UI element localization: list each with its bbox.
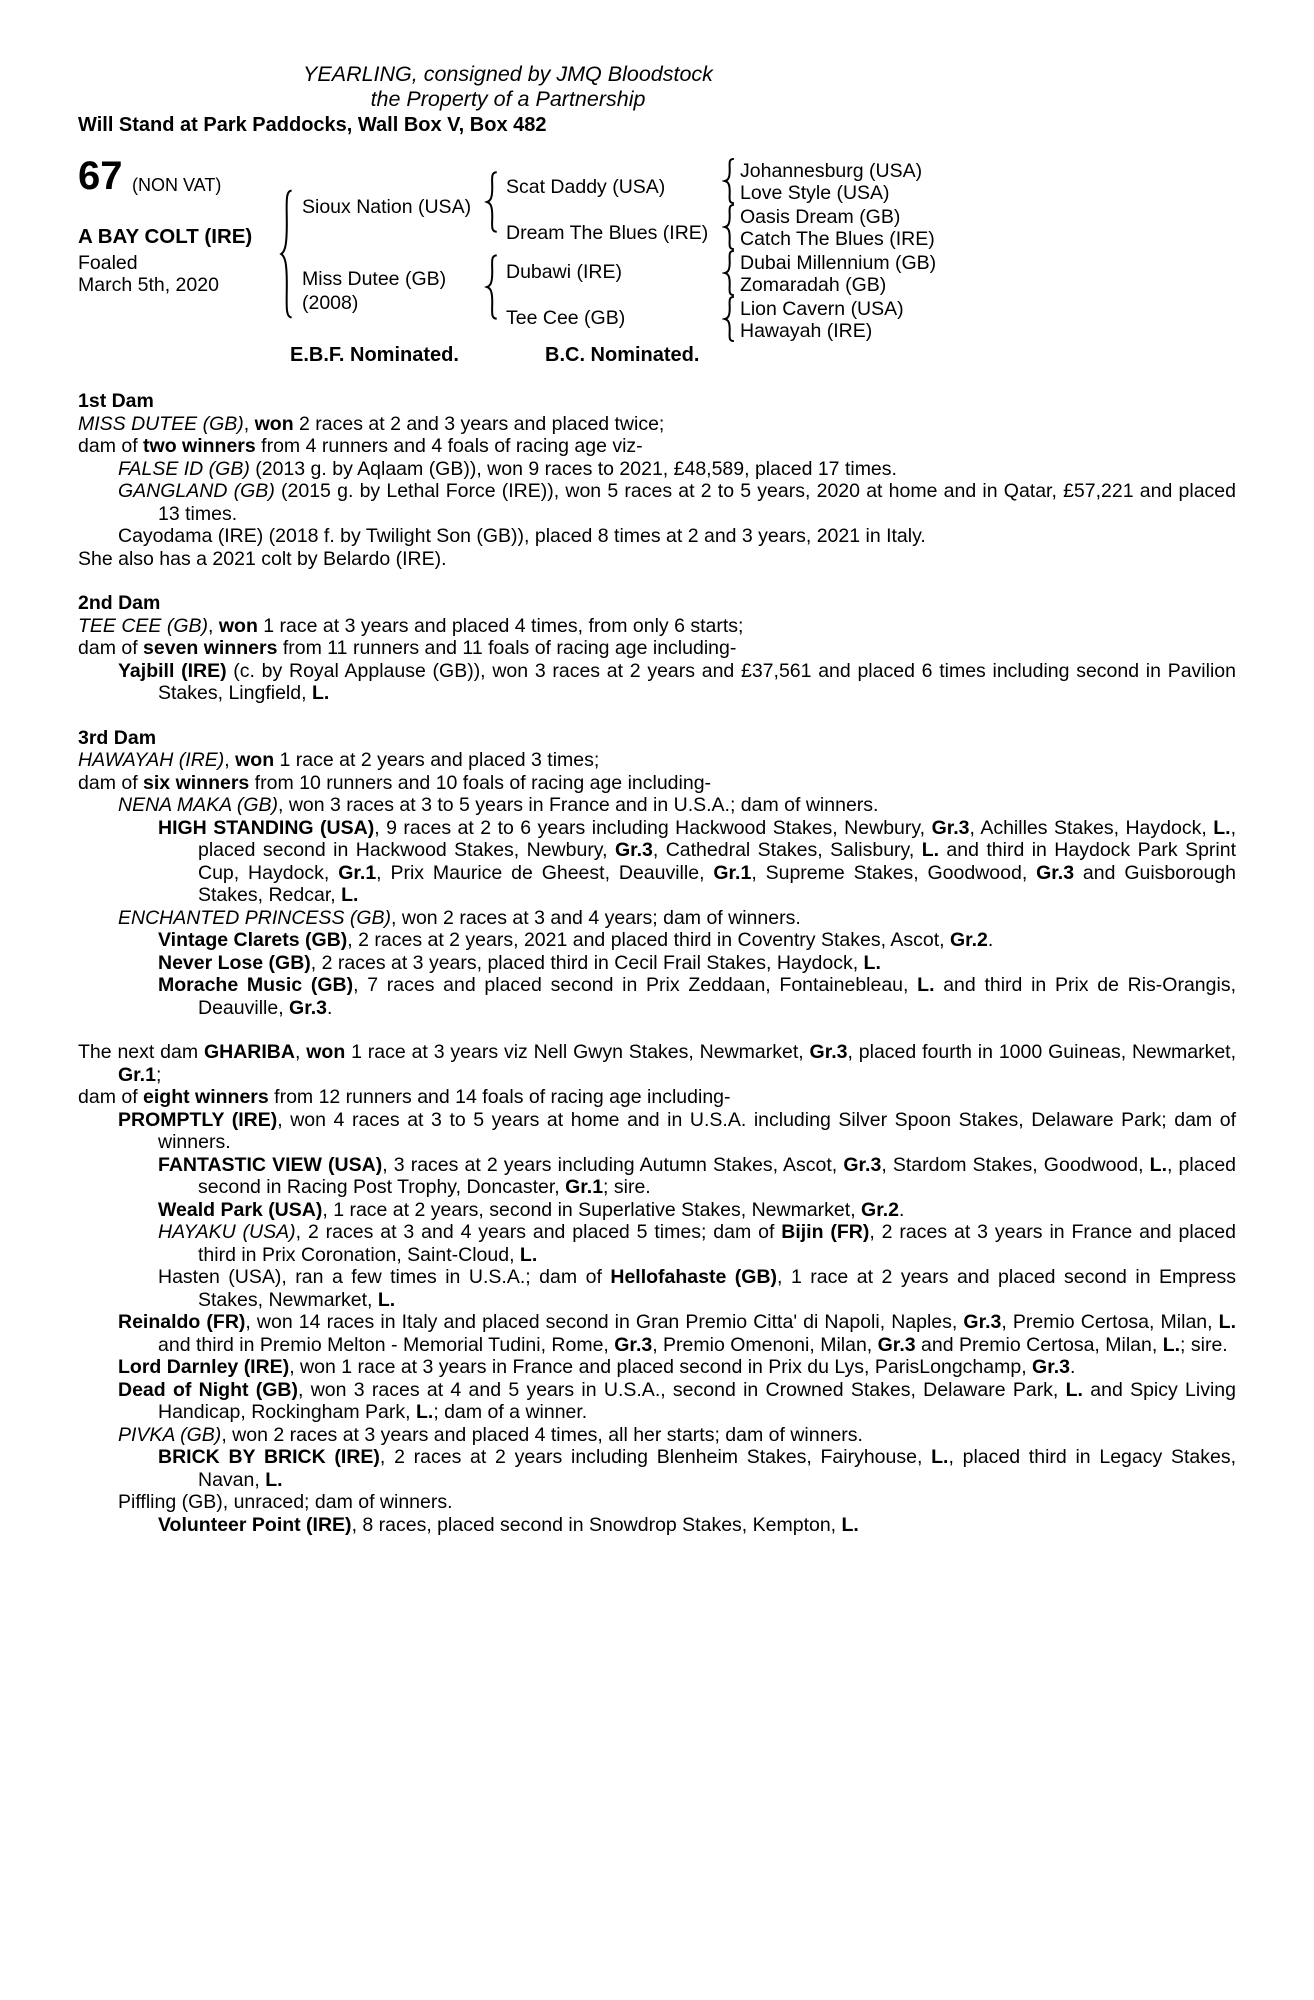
brace-icon [722, 204, 736, 250]
catalogue-line: She also has a 2021 colt by Belardo (IRE). [78, 547, 447, 570]
catalogue-line: FALSE ID (GB) (2013 g. by Aqlaam (GB)), won 9 races to 2021, £48,589, placed 17 times. [118, 457, 897, 480]
catalogue-line: dam of six winners from 10 runners and 10 foals of racing age including- [78, 771, 712, 794]
brace-icon [722, 250, 736, 296]
catalogue-line: PIVKA (GB), won 2 races at 3 years and placed 4 times, all her starts; dam of winners. [118, 1423, 863, 1446]
catalogue-line: Reinaldo (FR), won 14 races in Italy and placed second in Gran Premio Citta' di Napoli, Naples, Gr.3, Premio Certosa, Milan, L. and third in Premio Melton - Memorial Tudini, Rome, Gr.3, Premio Omenoni, Milan, Gr.3 and Premio Certosa, Milan, L.; sire. [118, 1311, 1236, 1356]
dam-section [78, 390, 1236, 570]
ggp-name: Lion Cavern (USA) [740, 298, 904, 320]
catalogue-line: FANTASTIC VIEW (USA), 3 races at 2 years including Autumn Stakes, Ascot, Gr.3, Stardom Stakes, Goodwood, L., placed second in Racing Post Trophy, Doncaster, Gr.1; sire. [158, 1153, 1237, 1198]
brace-icon [722, 158, 736, 204]
catalogue-line: HAYAKU (USA), 2 races at 3 and 4 years and placed 5 times; dam of Bijin (FR), 2 races at 3 years in France and placed third in Prix Coronation, Saint-Cloud, L. [158, 1221, 1236, 1266]
dam-name: Miss Dutee (GB) [302, 268, 447, 290]
catalogue-line: GANGLAND (GB) (2015 g. by Lethal Force (IRE)), won 5 races at 2 to 5 years, 2020 at home and in Qatar, £57,221 and placed 13 times. [118, 480, 1236, 525]
dam-heading: 3rd Dam [78, 726, 157, 749]
ebf-nomination: E.B.F. Nominated. [290, 344, 459, 366]
catalogue-line: dam of eight winners from 12 runners and 14 foals of racing age including- [78, 1086, 731, 1108]
catalogue-line: Vintage Clarets (GB), 2 races at 2 years, 2021 and placed third in Coventry Stakes, Ascot, Gr.2. [158, 929, 994, 951]
dam-section [78, 592, 1236, 705]
stand-location-line: Will Stand at Park Paddocks, Wall Box V, Box 482 [78, 114, 547, 136]
ggp-name: Hawayah (IRE) [740, 320, 873, 342]
catalogue-line: Hasten (USA), ran a few times in U.S.A.; dam of Hellofahaste (GB), 1 race at 2 years and placed second in Empress Stakes, Newmarket, L. [158, 1266, 1236, 1311]
consignor-line: YEARLING, consigned by JMQ Bloodstock [303, 62, 713, 86]
lot-number: 67 [78, 154, 123, 198]
dam-sections [78, 390, 1236, 1536]
dam-year: (2008) [302, 292, 359, 314]
catalogue-line: ENCHANTED PRINCESS (GB), won 2 races at 3 and 4 years; dam of winners. [118, 906, 801, 929]
catalogue-line: PROMPTLY (IRE), won 4 races at 3 to 5 years at home and in U.S.A. including Silver Spoon Stakes, Delaware Park; dam of winners. [118, 1108, 1236, 1153]
brace-icon [484, 171, 499, 233]
dam-heading: 1st Dam [78, 390, 154, 412]
dam-heading: 2nd Dam [78, 592, 161, 614]
ggp-name: Oasis Dream (GB) [740, 206, 901, 228]
brace-icon [484, 254, 499, 320]
dam-sire-name: Dubawi (IRE) [506, 261, 622, 283]
ggp-name: Love Style (USA) [740, 182, 890, 204]
ggp-name: Catch The Blues (IRE) [740, 228, 935, 250]
catalogue-line: dam of two winners from 4 runners and 4 foals of racing age viz- [78, 435, 643, 457]
catalogue-line: Yajbill (IRE) (c. by Royal Applause (GB)), won 3 races at 2 years and £37,561 and placed 6 times including second in Pavilion Stakes, Lingfield, L. [118, 659, 1236, 704]
foaled-date: March 5th, 2020 [78, 274, 219, 296]
dam-section [78, 1041, 1236, 1536]
bc-nomination: B.C. Nominated. [545, 344, 700, 366]
property-line: the Property of a Partnership [370, 87, 646, 111]
catalogue-line: The next dam GHARIBA, won 1 race at 3 years viz Nell Gwyn Stakes, Newmarket, Gr.3, placed fourth in 1000 Guineas, Newmarket, Gr.1; [78, 1041, 1236, 1086]
ggp-name: Johannesburg (USA) [740, 160, 923, 182]
foaled-label: Foaled [78, 252, 138, 274]
catalogue-line: Dead of Night (GB), won 3 races at 4 and 5 years in U.S.A., second in Crowned Stakes, Delaware Park, L. and Spicy Living Handicap, Rockingham Park, L.; dam of a winner. [118, 1378, 1236, 1423]
sire-name: Sioux Nation (USA) [302, 196, 472, 218]
sire-sire-name: Scat Daddy (USA) [506, 176, 666, 198]
pedigree-table [78, 146, 1236, 386]
dam-dam-name: Tee Cee (GB) [506, 307, 626, 329]
page-header [78, 62, 938, 112]
catalogue-line: BRICK BY BRICK (IRE), 2 races at 2 years including Blenheim Stakes, Fairyhouse, L., placed third in Legacy Stakes, Navan, L. [158, 1446, 1237, 1491]
brace-icon [278, 188, 294, 320]
catalogue-line: Piffling (GB), unraced; dam of winners. [118, 1491, 453, 1513]
catalogue-line: HIGH STANDING (USA), 9 races at 2 to 6 years including Hackwood Stakes, Newbury, Gr.3, Achilles Stakes, Haydock, L., placed second in Hackwood Stakes, Newbury, Gr.3, Cathedral Stakes, Salisbury, L. and third in Haydock Park Sprint Cup, Haydock, Gr.1, Prix Maurice de Gheest, Deauville, Gr.1, Supreme Stakes, Goodwood, Gr.3 and Guisborough Stakes, Redcar, L. [158, 816, 1237, 906]
catalogue-line: Never Lose (GB), 2 races at 3 years, placed third in Cecil Frail Stakes, Haydock, L. [158, 951, 881, 974]
catalogue-line: HAWAYAH (IRE), won 1 race at 2 years and placed 3 times; [78, 749, 600, 771]
brace-icon [722, 296, 736, 342]
dam-section [78, 727, 1236, 1020]
catalogue-line: NENA MAKA (GB), won 3 races at 3 to 5 years in France and in U.S.A.; dam of winners. [118, 794, 879, 816]
catalogue-line: Volunteer Point (IRE), 8 races, placed second in Snowdrop Stakes, Kempton, L. [158, 1513, 859, 1536]
catalogue-line: TEE CEE (GB), won 1 race at 3 years and placed 4 times, from only 6 starts; [78, 614, 744, 637]
catalogue-line: Cayodama (IRE) (2018 f. by Twilight Son (GB)), placed 8 times at 2 and 3 years, 2021 in Italy. [118, 525, 926, 547]
ggp-name: Zomaradah (GB) [740, 274, 887, 296]
catalogue-line: Morache Music (GB), 7 races and placed second in Prix Zeddaan, Fontainebleau, L. and third in Prix de Ris-Orangis, Deauville, Gr.3. [158, 974, 1236, 1019]
catalogue-line: Lord Darnley (IRE), won 1 race at 3 years in France and placed second in Prix du Lys, ParisLongchamp, Gr.3. [118, 1356, 1076, 1378]
catalogue-line: MISS DUTEE (GB), won 2 races at 2 and 3 years and placed twice; [78, 412, 665, 435]
catalogue-line: dam of seven winners from 11 runners and 11 foals of racing age including- [78, 637, 737, 659]
ggp-name: Dubai Millennium (GB) [740, 252, 937, 274]
vat-status: (NON VAT) [132, 175, 222, 195]
catalogue-line: Weald Park (USA), 1 race at 2 years, second in Superlative Stakes, Newmarket, Gr.2. [158, 1198, 905, 1221]
sire-dam-name: Dream The Blues (IRE) [506, 222, 709, 244]
horse-description: A BAY COLT (IRE) [78, 225, 253, 248]
